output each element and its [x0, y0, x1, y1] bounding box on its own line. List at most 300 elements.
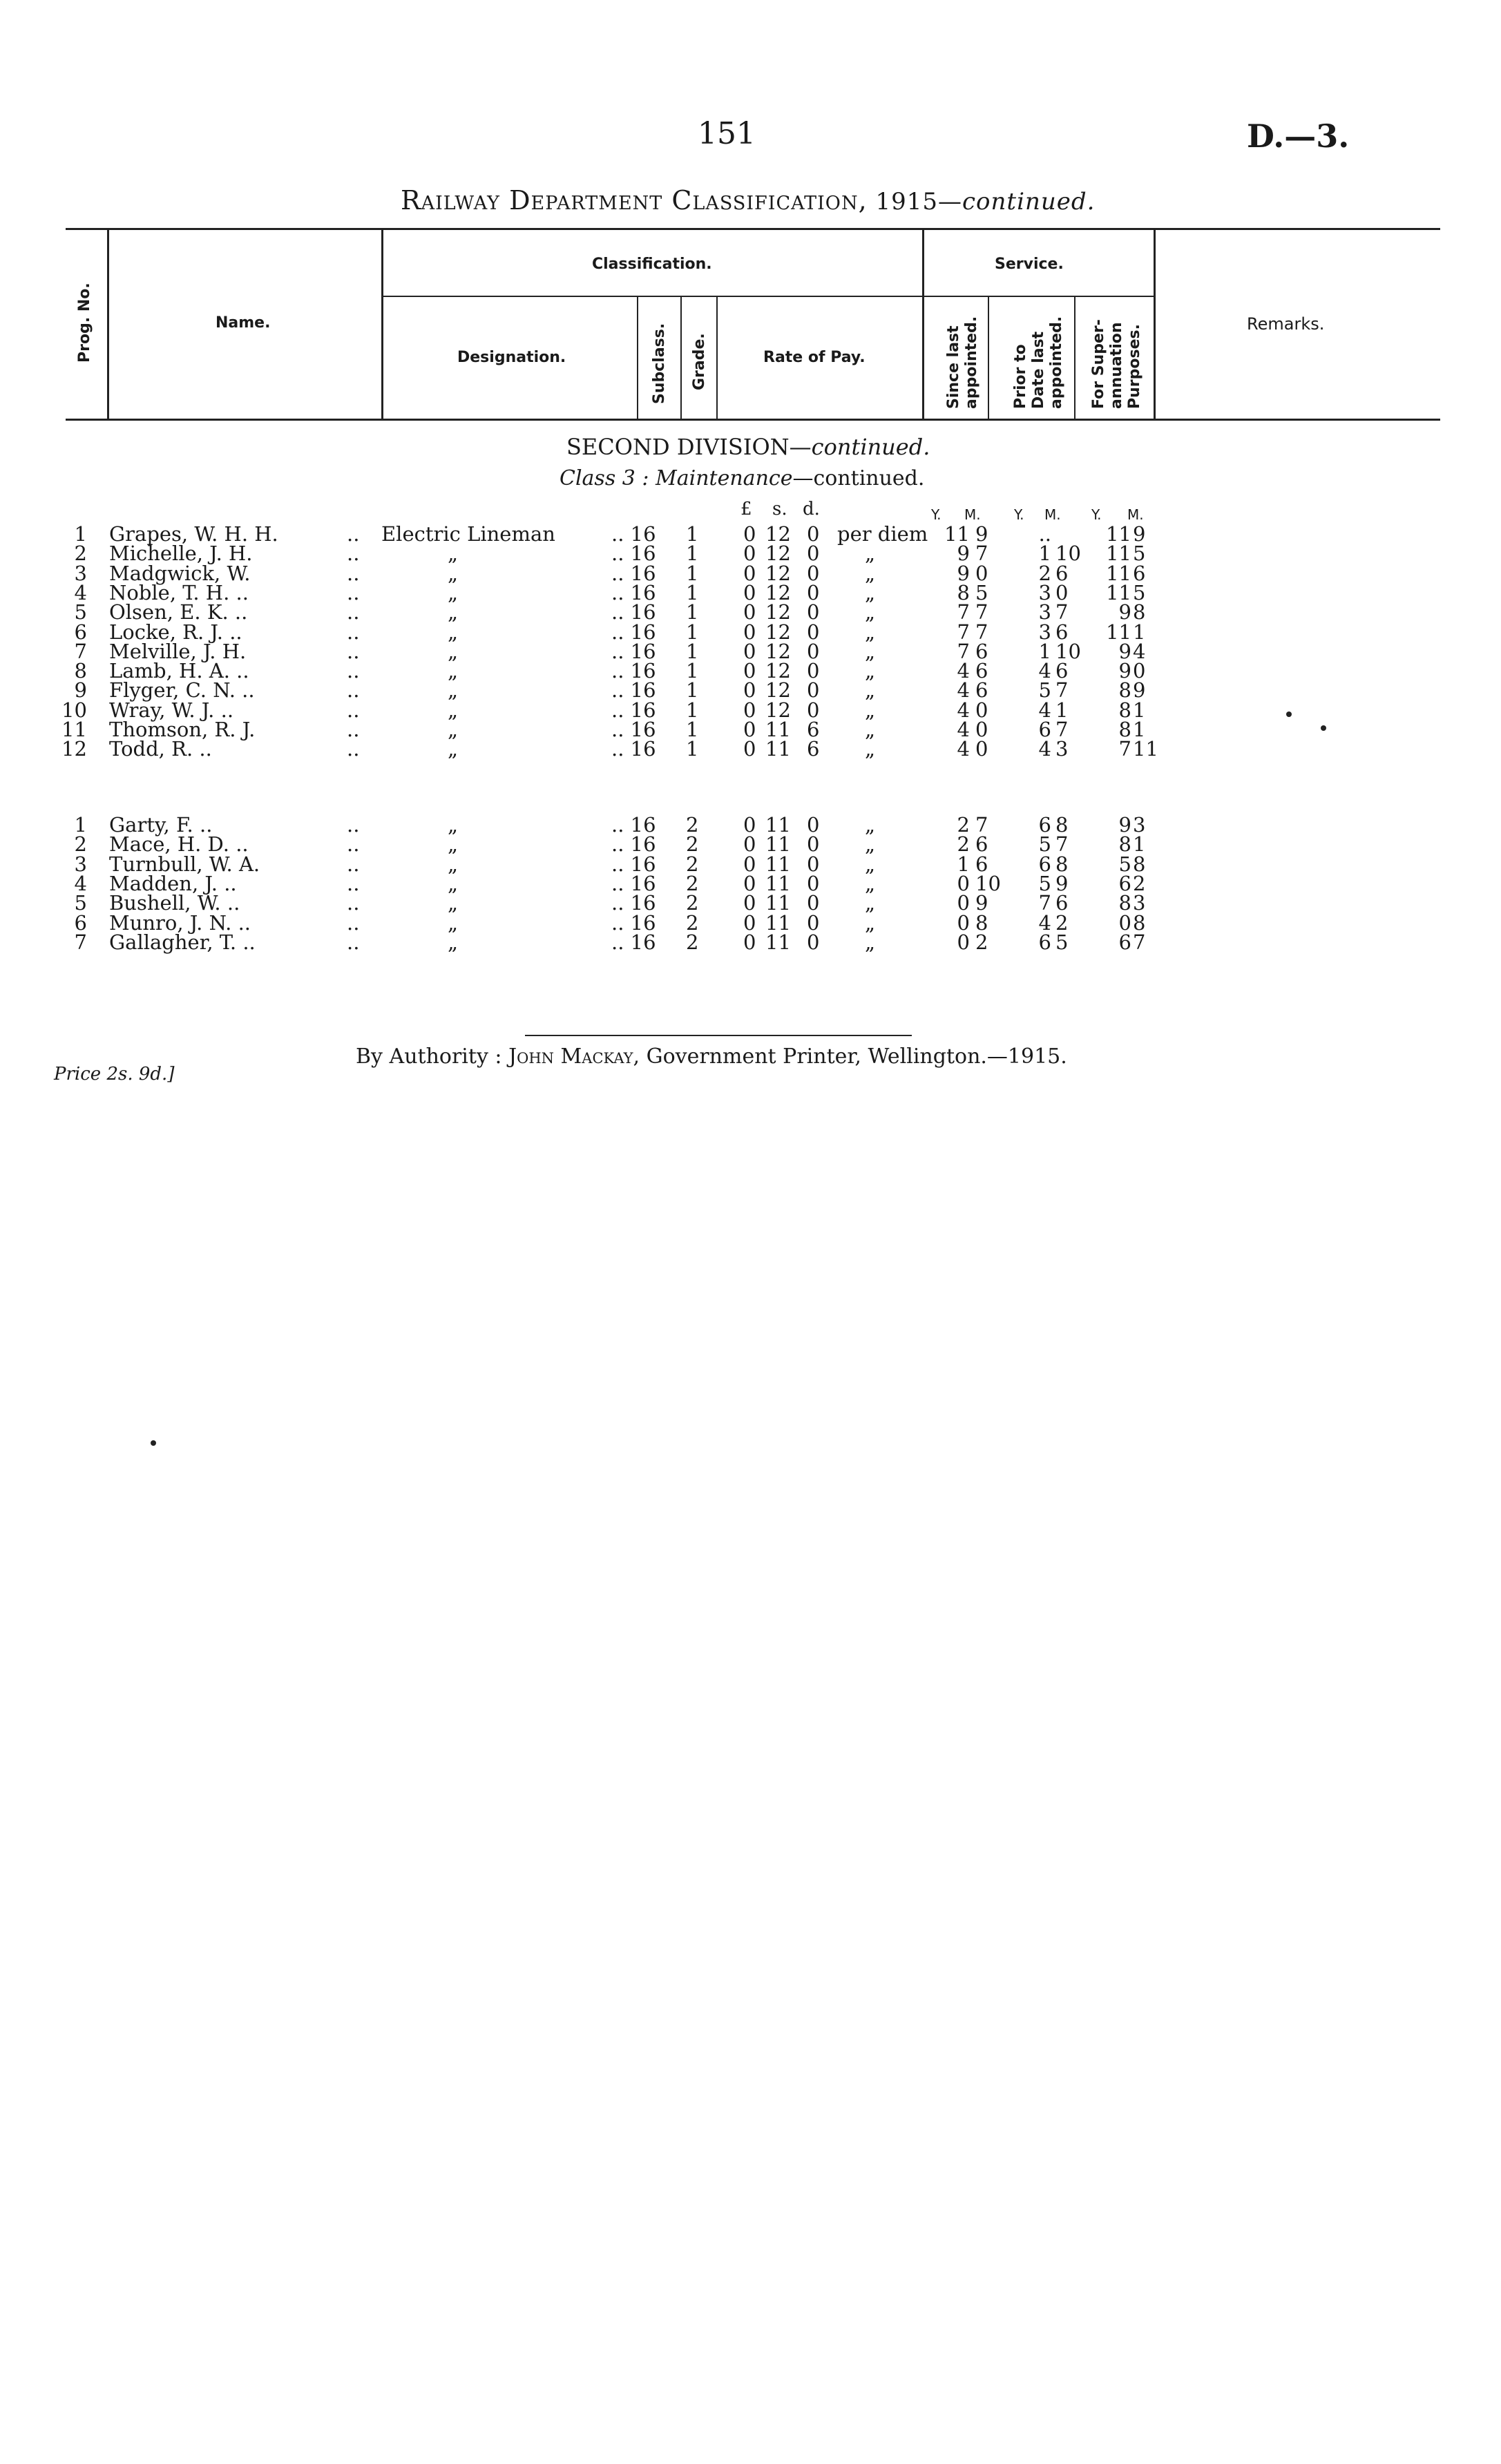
cell-m1: 6: [975, 832, 988, 857]
cell-per: „: [865, 891, 876, 915]
header-since-last: [945, 316, 981, 409]
cell-y3: 8: [1118, 891, 1131, 915]
cell-m2: 6: [1055, 891, 1069, 915]
cell-l: 0: [743, 718, 756, 741]
cell-dots: ..: [347, 813, 360, 837]
cell-y3: 9: [1118, 659, 1131, 683]
since-line-1: Since last: [945, 325, 962, 409]
cell-m2: 3: [1055, 737, 1069, 761]
cell-name: Melville, J. H.: [109, 639, 247, 663]
cell-dots: ..: [347, 930, 360, 954]
cell-sub: .. 16: [611, 832, 656, 857]
header-prog-no: Prog. No.: [76, 283, 93, 363]
cell-m3: 5: [1133, 542, 1146, 566]
col-divider-grade: [716, 296, 718, 419]
cell-grade: 2: [686, 910, 699, 935]
cell-m1: 9: [975, 891, 988, 915]
cell-m1: 8: [975, 910, 988, 935]
cell-name: Gallagher, T. ..: [109, 930, 256, 954]
cell-desig: „: [448, 891, 459, 915]
cell-per: „: [865, 852, 876, 876]
cell-m3: 9: [1133, 678, 1146, 703]
cell-m2: 8: [1055, 813, 1069, 837]
cell-m3: 8: [1133, 910, 1146, 935]
cell-m2: 7: [1055, 718, 1069, 741]
cell-d: 0: [807, 852, 820, 876]
cell-d: 0: [807, 659, 820, 683]
cell-y2: 6: [1038, 852, 1051, 876]
cell-y3: 8: [1118, 718, 1131, 741]
prior-line-2: Date last: [1030, 331, 1047, 409]
col-divider-classification: [922, 228, 924, 419]
cell-desig: „: [448, 871, 459, 895]
cell-l: 0: [743, 542, 756, 566]
cell-name: Todd, R. ..: [109, 737, 212, 761]
class-heading: [560, 466, 924, 490]
cell-y1: 0: [957, 910, 970, 935]
prior-line-1: Prior to: [1012, 344, 1029, 409]
cell-m3: 7: [1133, 930, 1146, 954]
cell-desig: „: [448, 832, 459, 857]
cell-per: „: [865, 561, 876, 585]
cell-y3: 6: [1118, 871, 1131, 895]
cell-m2: 0: [1055, 580, 1069, 604]
unit-months-super: M.: [1127, 506, 1144, 523]
cell-desig: „: [448, 698, 459, 722]
unit-years-prior: Y.: [1014, 506, 1024, 523]
col-divider-subclass: [680, 296, 682, 419]
division-continued: continued.: [811, 434, 930, 460]
cell-grade: 1: [686, 737, 699, 761]
cell-m3: 3: [1133, 813, 1146, 837]
cell-per: „: [865, 659, 876, 683]
service-subrule: [922, 296, 1154, 297]
cell-desig: „: [448, 542, 459, 566]
cell-m3: 11: [1133, 737, 1158, 761]
cell-grade: 2: [686, 813, 699, 837]
cell-m2: 7: [1055, 678, 1069, 703]
cell-m3: 2: [1133, 871, 1146, 895]
cell-d: 0: [807, 639, 820, 663]
cell-d: 0: [807, 542, 820, 566]
cell-grade: 1: [686, 580, 699, 604]
cell-s: 12: [765, 542, 791, 566]
cell-s: 12: [765, 678, 791, 703]
cell-sub: .. 16: [611, 561, 656, 585]
class-continued: —continued.: [792, 466, 925, 490]
cell-y1: 2: [957, 813, 970, 837]
cell-y1: 4: [957, 678, 970, 703]
header-rate-of-pay: Rate of Pay.: [763, 349, 866, 366]
cell-y1: 11: [944, 522, 970, 546]
cell-m3: 4: [1133, 639, 1146, 663]
cell-l: 0: [743, 813, 756, 837]
cell-dots: ..: [347, 639, 360, 663]
imprint-authority: By Authority :: [356, 1044, 502, 1069]
cell-name: Madden, J. ..: [109, 871, 237, 895]
cell-no: 11: [61, 718, 87, 741]
cell-grade: 1: [686, 600, 699, 624]
header-grade: Grade.: [691, 333, 708, 390]
col-divider-name: [381, 228, 383, 419]
title-year: 1915—: [875, 188, 962, 216]
cell-l: 0: [743, 659, 756, 683]
cell-y1: 7: [957, 600, 970, 624]
cell-m2: 2: [1055, 910, 1069, 935]
cell-desig: „: [448, 600, 459, 624]
footer-rule: [525, 1035, 912, 1036]
cell-y3: 9: [1118, 813, 1131, 837]
cell-y3: 11: [1106, 522, 1131, 546]
cell-desig: „: [448, 639, 459, 663]
cell-no: 12: [61, 737, 87, 761]
cell-m3: 1: [1133, 718, 1146, 741]
cell-grade: 1: [686, 639, 699, 663]
cell-l: 0: [743, 698, 756, 722]
cell-y3: 0: [1118, 910, 1131, 935]
cell-d: 6: [807, 718, 820, 741]
cell-dots: ..: [347, 659, 360, 683]
cell-dots: ..: [347, 620, 360, 644]
cell-l: 0: [743, 910, 756, 935]
super-line-1: For Super-: [1090, 319, 1107, 409]
cell-y2: 5: [1038, 871, 1051, 895]
header-classification: Classification.: [592, 256, 712, 273]
cell-y1: 7: [957, 620, 970, 644]
cell-d: 0: [807, 832, 820, 857]
cell-l: 0: [743, 737, 756, 761]
cell-grade: 1: [686, 718, 699, 741]
cell-m1: 0: [975, 698, 988, 722]
cell-sub: .. 16: [611, 639, 656, 663]
cell-l: 0: [743, 600, 756, 624]
cell-m2: 6: [1055, 620, 1069, 644]
cell-no: 3: [74, 561, 87, 585]
cell-m2: 10: [1055, 542, 1081, 566]
cell-m3: 6: [1133, 561, 1146, 585]
cell-m1: 6: [975, 639, 988, 663]
cell-m1: 10: [975, 871, 1001, 895]
cell-dots: ..: [347, 542, 360, 566]
cell-dots: ..: [347, 852, 360, 876]
cell-per: „: [865, 678, 876, 703]
cell-name: Locke, R. J. ..: [109, 620, 242, 644]
cell-per: „: [865, 813, 876, 837]
cell-dots: ..: [347, 561, 360, 585]
cell-y1: 9: [957, 561, 970, 585]
cell-m2: 7: [1055, 600, 1069, 624]
header-designation: Designation.: [457, 349, 566, 366]
cell-y2: 5: [1038, 832, 1051, 857]
cell-y2: 4: [1038, 737, 1051, 761]
unit-pounds: £: [740, 499, 752, 519]
col-divider-prog: [107, 228, 109, 419]
cell-m3: 9: [1133, 522, 1146, 546]
cell-desig: „: [448, 930, 459, 954]
cell-grade: 2: [686, 852, 699, 876]
cell-m2: 9: [1055, 871, 1069, 895]
col-divider-service: [1154, 228, 1156, 419]
cell-s: 12: [765, 522, 791, 546]
cell-no: 9: [74, 678, 87, 703]
cell-y3: 11: [1106, 620, 1131, 644]
cell-per: „: [865, 542, 876, 566]
cell-l: 0: [743, 871, 756, 895]
cell-y3: 8: [1118, 678, 1131, 703]
cell-grade: 2: [686, 930, 699, 954]
document-reference: D.—3.: [1247, 117, 1350, 155]
cell-grade: 1: [686, 542, 699, 566]
cell-d: 0: [807, 930, 820, 954]
cell-m3: 3: [1133, 891, 1146, 915]
cell-name: Olsen, E. K. ..: [109, 600, 248, 624]
cell-name: Mace, H. D. ..: [109, 832, 249, 857]
cell-no: 8: [74, 659, 87, 683]
cell-m3: 5: [1133, 580, 1146, 604]
cell-y2: 7: [1038, 891, 1051, 915]
cell-m2: 8: [1055, 852, 1069, 876]
imprint: [356, 1044, 1067, 1069]
cell-sub: .. 16: [611, 659, 656, 683]
cell-y2: 4: [1038, 659, 1051, 683]
cell-name: Lamb, H. A. ..: [109, 659, 249, 683]
cell-grade: 1: [686, 698, 699, 722]
cell-s: 11: [765, 891, 791, 915]
cell-y3: 11: [1106, 542, 1131, 566]
cell-desig: „: [448, 737, 459, 761]
cell-y1: 0: [957, 891, 970, 915]
cell-m2: 1: [1055, 698, 1069, 722]
cell-no: 2: [74, 832, 87, 857]
cell-dots: ..: [347, 832, 360, 857]
cell-no: 7: [74, 930, 87, 954]
cell-sub: .. 16: [611, 718, 656, 741]
cell-y1: 9: [957, 542, 970, 566]
cell-y3: 9: [1118, 600, 1131, 624]
cell-y2: 6: [1038, 718, 1051, 741]
cell-m1: 9: [975, 522, 988, 546]
cell-desig: „: [448, 580, 459, 604]
cell-desig: „: [448, 659, 459, 683]
cell-per: „: [865, 718, 876, 741]
header-superannuation: [1090, 319, 1144, 409]
imprint-printer-name: John Mackay,: [508, 1044, 640, 1069]
cell-y1: 4: [957, 718, 970, 741]
cell-s: 11: [765, 832, 791, 857]
col-divider-designation: [637, 296, 638, 419]
cell-s: 11: [765, 737, 791, 761]
cell-desig: „: [448, 813, 459, 837]
table-row: [0, 931, 1501, 953]
cell-sub: .. 16: [611, 910, 656, 935]
print-speck: [1286, 711, 1292, 717]
cell-y3: 9: [1118, 639, 1131, 663]
cell-d: 0: [807, 891, 820, 915]
header-remarks: Remarks.: [1247, 314, 1325, 334]
cell-dots: ..: [347, 891, 360, 915]
cell-name: Munro, J. N. ..: [109, 910, 251, 935]
cell-m1: 2: [975, 930, 988, 954]
cell-per: „: [865, 600, 876, 624]
cell-y3: 5: [1118, 852, 1131, 876]
cell-l: 0: [743, 930, 756, 954]
cell-l: 0: [743, 678, 756, 703]
cell-d: 6: [807, 737, 820, 761]
cell-desig: „: [448, 718, 459, 741]
cell-y1: 7: [957, 639, 970, 663]
cell-grade: 1: [686, 620, 699, 644]
cell-per: „: [865, 910, 876, 935]
cell-grade: 2: [686, 871, 699, 895]
cell-per: „: [865, 737, 876, 761]
cell-s: 11: [765, 852, 791, 876]
cell-per: per diem: [837, 522, 928, 546]
cell-y2: 6: [1038, 930, 1051, 954]
cell-y1: 4: [957, 698, 970, 722]
cell-l: 0: [743, 522, 756, 546]
cell-dots: ..: [347, 910, 360, 935]
cell-y3: 8: [1118, 832, 1131, 857]
cell-no: 7: [74, 639, 87, 663]
cell-d: 0: [807, 813, 820, 837]
cell-y3: 11: [1106, 580, 1131, 604]
cell-y1: 0: [957, 871, 970, 895]
cell-desig: „: [448, 910, 459, 935]
cell-dots: ..: [347, 600, 360, 624]
cell-grade: 1: [686, 659, 699, 683]
cell-l: 0: [743, 891, 756, 915]
cell-sub: .. 16: [611, 522, 656, 546]
cell-s: 11: [765, 718, 791, 741]
cell-y3: 8: [1118, 698, 1131, 722]
cell-d: 0: [807, 600, 820, 624]
cell-y3: 6: [1118, 930, 1131, 954]
cell-l: 0: [743, 832, 756, 857]
cell-s: 11: [765, 871, 791, 895]
cell-per: „: [865, 930, 876, 954]
class-text: Class 3 : Maintenance: [560, 466, 793, 490]
cell-dots: ..: [347, 737, 360, 761]
cell-per: „: [865, 620, 876, 644]
super-line-2: annuation: [1108, 322, 1125, 409]
cell-name: Madgwick, W.: [109, 561, 251, 585]
cell-sub: .. 16: [611, 620, 656, 644]
cell-m3: 1: [1133, 698, 1146, 722]
cell-s: 12: [765, 639, 791, 663]
cell-m1: 6: [975, 659, 988, 683]
cell-sub: .. 16: [611, 600, 656, 624]
title-main: Railway Department Classification,: [401, 185, 868, 216]
page-number: 151: [698, 116, 756, 151]
cell-grade: 2: [686, 891, 699, 915]
cell-s: 12: [765, 659, 791, 683]
title-continued: continued.: [962, 188, 1096, 216]
cell-s: 11: [765, 813, 791, 837]
print-speck: [151, 1440, 156, 1446]
cell-y2: 3: [1038, 620, 1051, 644]
cell-dots: ..: [347, 698, 360, 722]
cell-per: „: [865, 871, 876, 895]
cell-y2: 3: [1038, 600, 1051, 624]
unit-years-since: Y.: [931, 506, 941, 523]
cell-d: 0: [807, 871, 820, 895]
cell-sub: .. 16: [611, 580, 656, 604]
cell-no: 6: [74, 620, 87, 644]
cell-m1: 0: [975, 561, 988, 585]
cell-per: „: [865, 580, 876, 604]
cell-no: 6: [74, 910, 87, 935]
cell-d: 0: [807, 561, 820, 585]
header-name: Name.: [216, 314, 271, 332]
cell-name: Michelle, J. H.: [109, 542, 253, 566]
cell-name: Bushell, W. ..: [109, 891, 240, 915]
cell-m1: 7: [975, 600, 988, 624]
cell-y2: 1: [1038, 542, 1051, 566]
cell-s: 12: [765, 580, 791, 604]
division-text: SECOND DIVISION—: [566, 434, 812, 460]
cell-desig: „: [448, 620, 459, 644]
cell-d: 0: [807, 678, 820, 703]
cell-d: 0: [807, 698, 820, 722]
cell-m1: 5: [975, 580, 988, 604]
cell-dots: ..: [347, 580, 360, 604]
cell-name: Garty, F. ..: [109, 813, 213, 837]
division-heading: [566, 434, 930, 460]
header-subclass: Subclass.: [651, 323, 668, 404]
cell-name: Thomson, R. J.: [109, 718, 256, 741]
cell-name: Grapes, W. H. H.: [109, 522, 278, 546]
cell-grade: 1: [686, 678, 699, 703]
cell-no: 4: [74, 871, 87, 895]
unit-months-prior: M.: [1044, 506, 1061, 523]
cell-grade: 1: [686, 522, 699, 546]
cell-y1: 2: [957, 832, 970, 857]
cell-dots: ..: [347, 718, 360, 741]
cell-m3: 1: [1133, 832, 1146, 857]
cell-name: Turnbull, W. A.: [109, 852, 260, 876]
cell-desig: Electric Lineman: [381, 522, 555, 546]
cell-sub: .. 16: [611, 542, 656, 566]
cell-m1: 7: [975, 813, 988, 837]
cell-no: 4: [74, 580, 87, 604]
header-prior-to-date: [1012, 316, 1066, 409]
cell-no: 1: [74, 813, 87, 837]
cell-l: 0: [743, 852, 756, 876]
cell-y1: 8: [957, 580, 970, 604]
cell-sub: .. 16: [611, 678, 656, 703]
cell-name: Noble, T. H. ..: [109, 580, 249, 604]
cell-no: 2: [74, 542, 87, 566]
cell-no: 10: [61, 698, 87, 722]
unit-pence: d.: [803, 499, 820, 519]
col-divider-since: [988, 296, 989, 419]
cell-sub: .. 16: [611, 737, 656, 761]
classification-subrule: [381, 296, 922, 297]
since-line-2: appointed.: [963, 316, 980, 409]
cell-y2: 5: [1038, 678, 1051, 703]
cell-name: Wray, W. J. ..: [109, 698, 234, 722]
cell-y2: 3: [1038, 580, 1051, 604]
page-title: [401, 185, 1095, 216]
cell-m3: 0: [1133, 659, 1146, 683]
cell-m3: 1: [1133, 620, 1146, 644]
header-service: Service.: [995, 256, 1064, 273]
cell-m2: 5: [1055, 930, 1069, 954]
cell-s: 11: [765, 930, 791, 954]
cell-no: 3: [74, 852, 87, 876]
cell-desig: „: [448, 852, 459, 876]
imprint-printer-rest: Government Printer, Wellington.—1915.: [646, 1044, 1067, 1069]
